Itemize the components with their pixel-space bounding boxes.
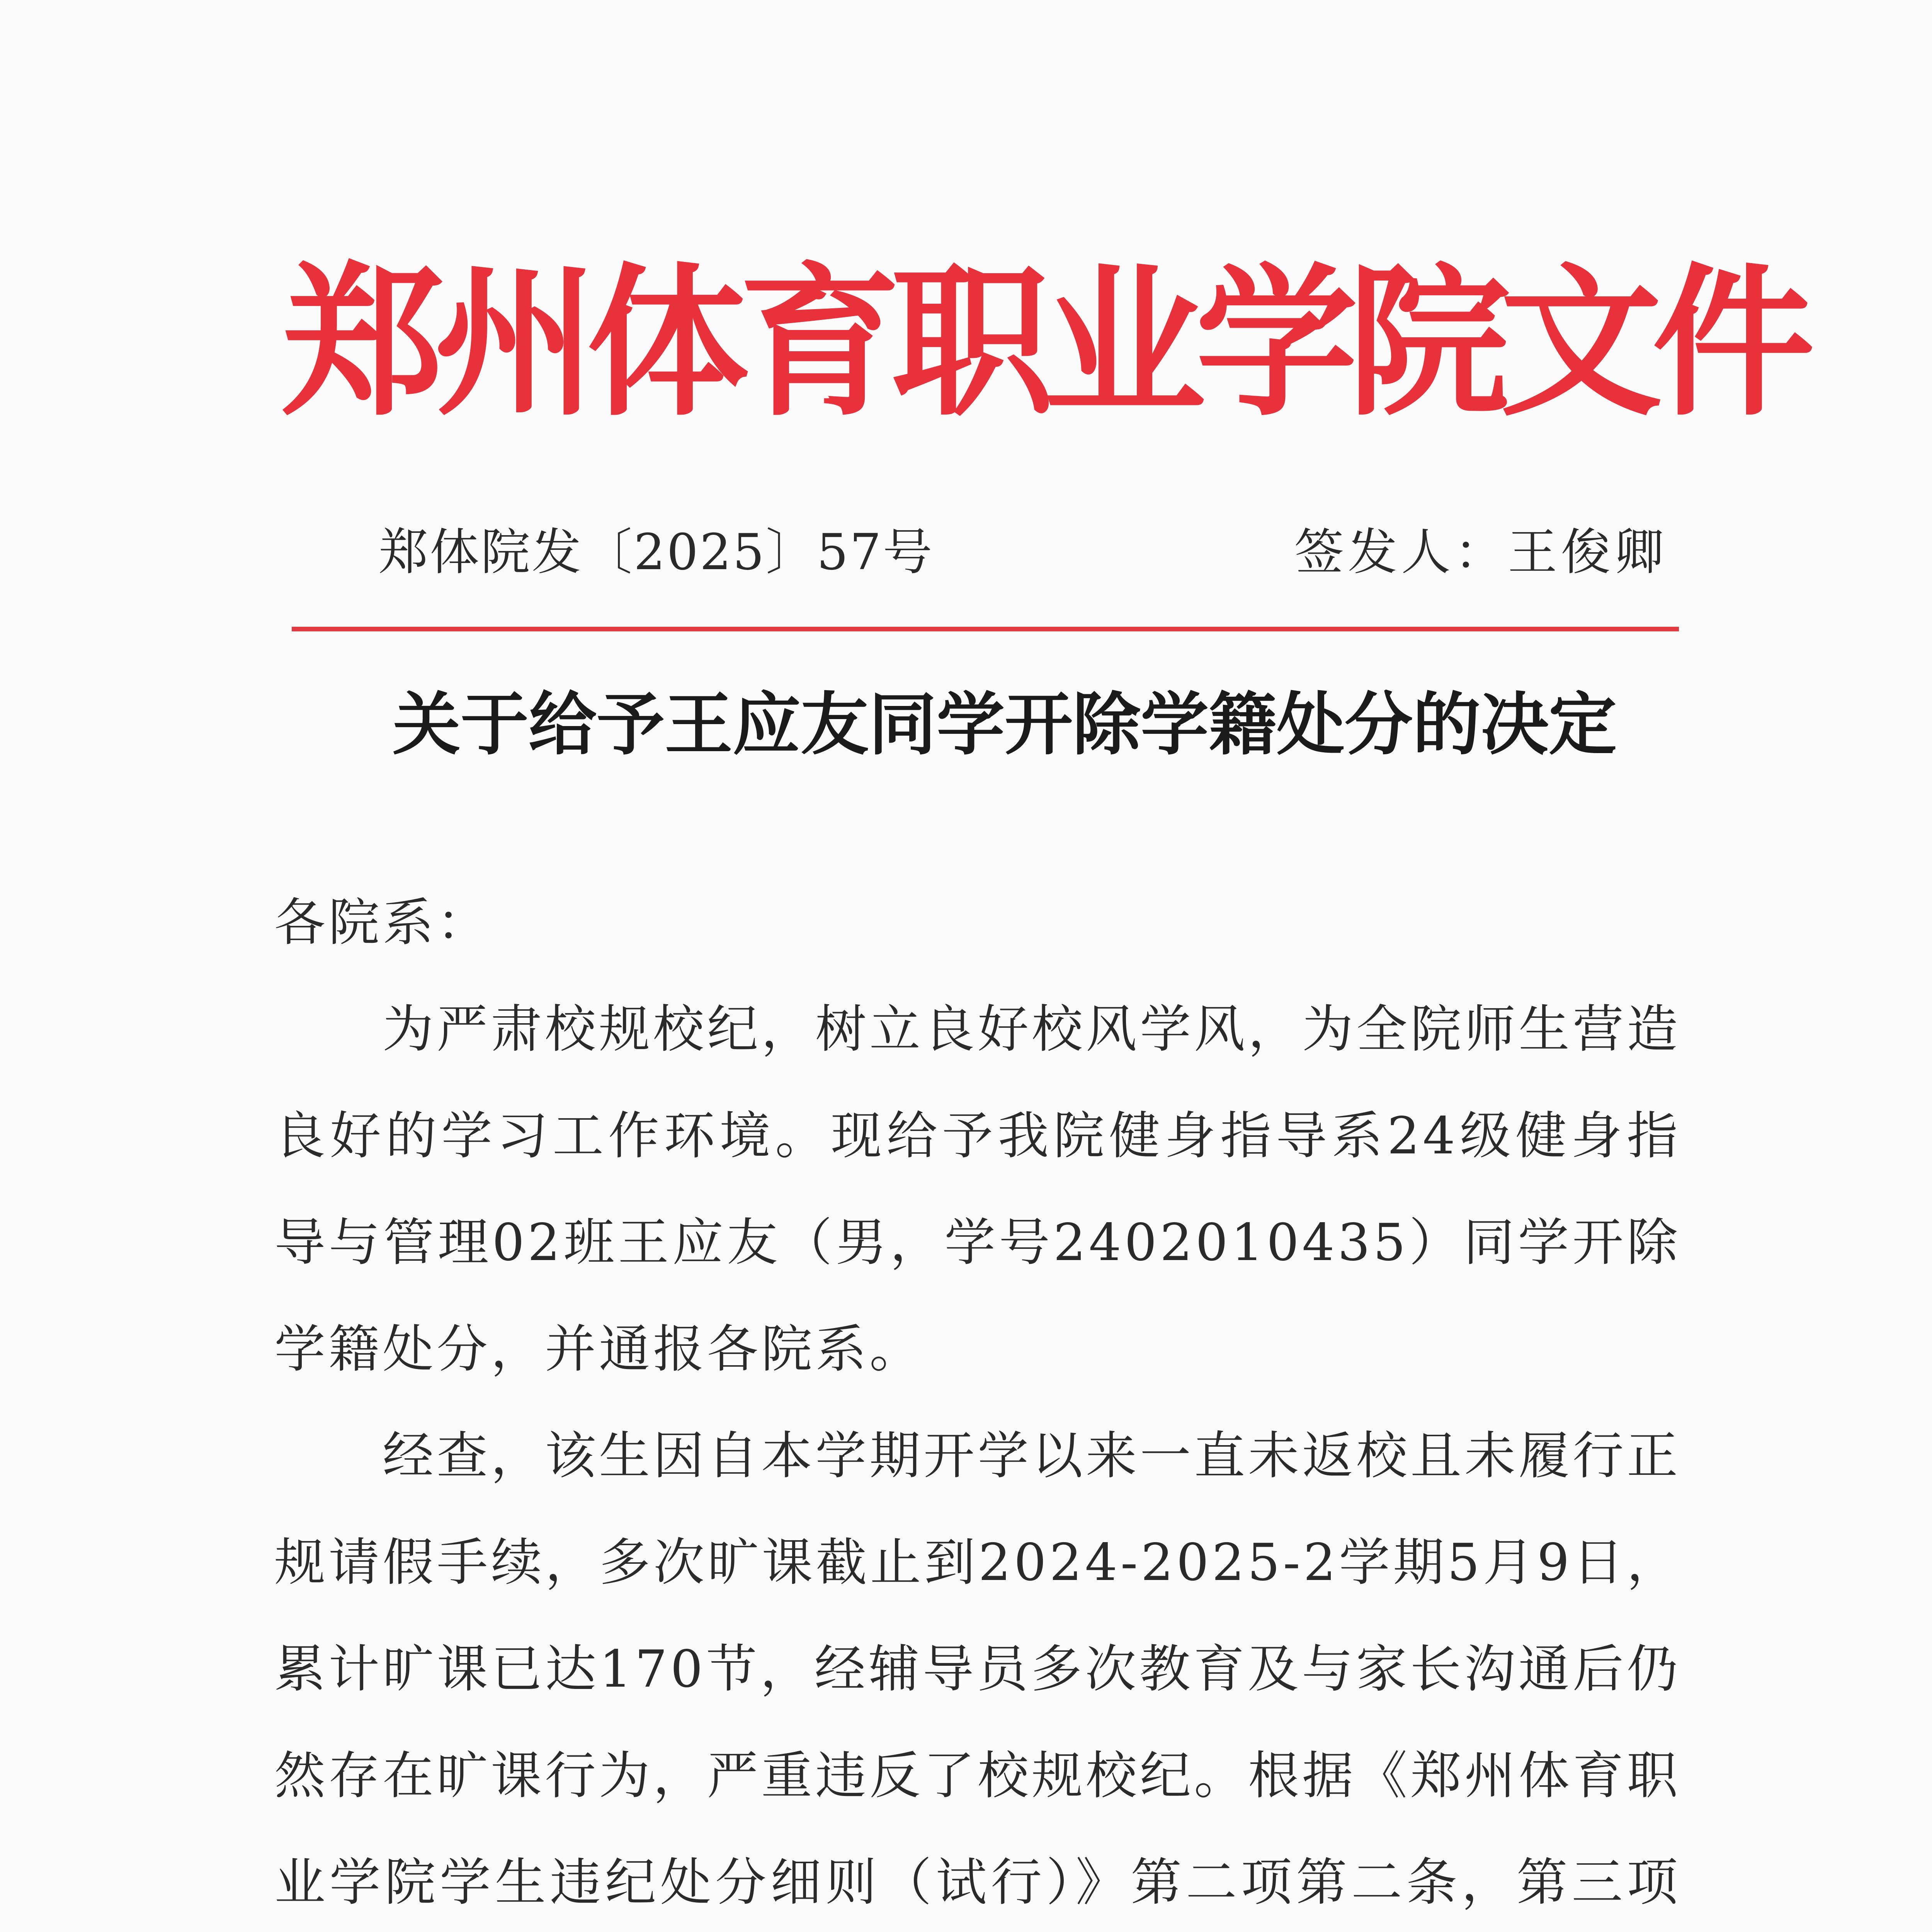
body-paragraph-1: 为严肃校规校纪，树立良好校风学风，为全院师生营造良好的学习工作环境。现给予我院健身指导系24级健身指导与管理02班王应友（男，学号2402010435）同学开除学籍处分，并通报各院系。 <box>274 1000 1681 1379</box>
body-paragraph-2: 经查，该生因自本学期开学以来一直未返校且未履行正规请假手续，多次旷课截止到2024-2025-2学期5月9日，累计旷课已达170节，经辅导员多次教育及与家长沟通后仍然存在旷课行为，严重违反了校规校纪。根据《郑州体育职业学院学生违纪处分细则（试行）》第二项第二条，第三项 <box>274 1426 1681 1912</box>
document-body <box>274 869 1681 1932</box>
salutation: 各院系： <box>274 893 491 952</box>
document-number: 郑体院发〔2025〕57号 <box>379 524 934 581</box>
red-divider-line <box>292 627 1679 631</box>
institution-masthead: 郑州体育职业学院文件 <box>282 249 1804 438</box>
document-title: 关于给予王应友同学开除学籍处分的决定 <box>392 684 1617 764</box>
signer-line: 签发人：王俊卿 <box>1294 524 1668 581</box>
